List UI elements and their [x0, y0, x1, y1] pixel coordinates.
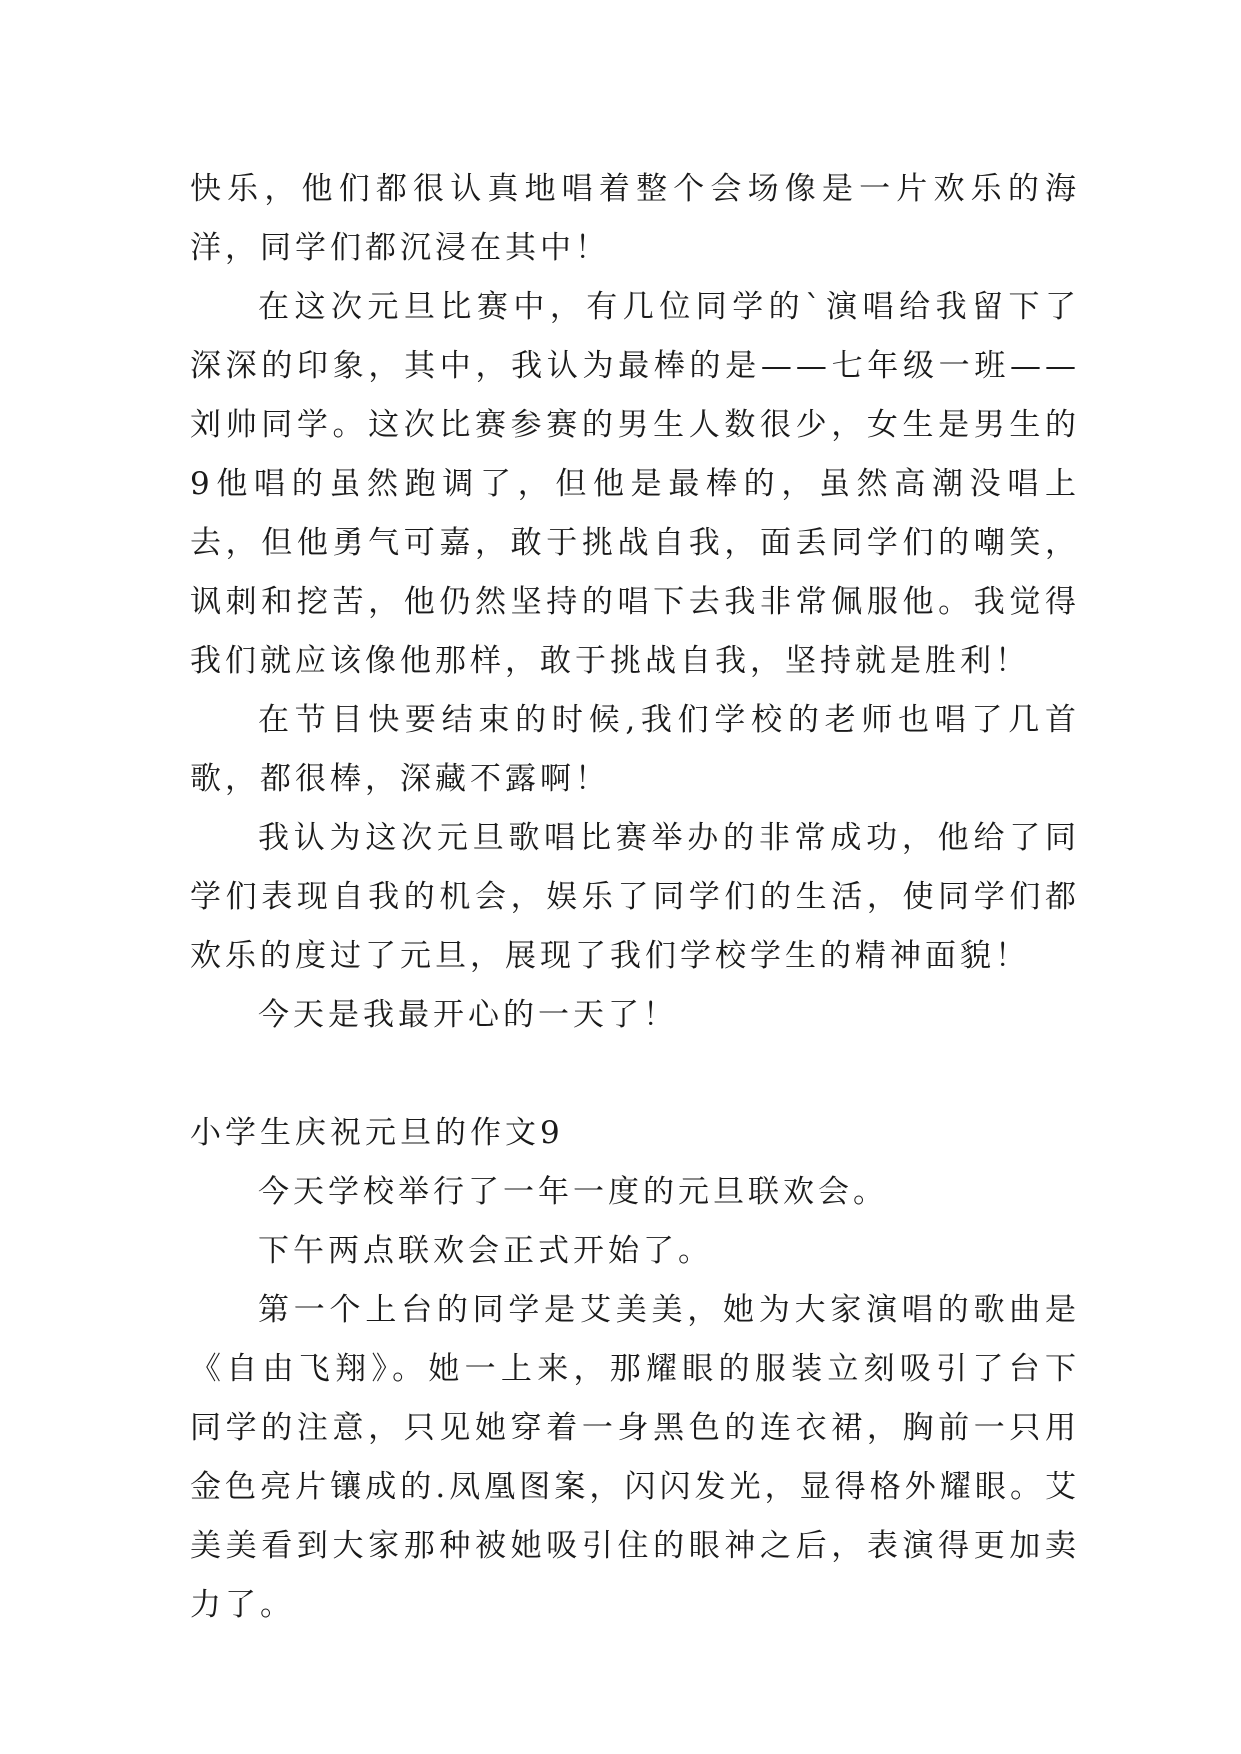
paragraph: 今天学校举行了一年一度的元旦联欢会。 [258, 1174, 888, 1210]
paragraph: 在节目快要结束的时候,我们学校的老师也唱了几首歌，都很棒，深藏不露啊！ [190, 702, 1080, 797]
paragraph: 在这次元旦比赛中，有几位同学的`演唱给我留下了深深的印象，其中，我认为最棒的是——七年级一班——刘帅同学。这次比赛参赛的男生人数很少，女生是男生的9他唱的虽然跑调了，但他是最棒的，虽然高潮没唱上去，但他勇气可嘉，敢于挑战自我，面丢同学们的嘲笑，讽刺和挖苦，他仍然坚持的唱下去我非常佩服他。我觉得我们就应该像他那样，敢于挑战自我，坚持就是胜利！ [190, 289, 1080, 679]
document-body [190, 160, 1080, 1635]
paragraph: 我认为这次元旦歌唱比赛举办的非常成功，他给了同学们表现自我的机会，娱乐了同学们的生活，使同学们都欢乐的度过了元旦，展现了我们学校学生的精神面貌！ [190, 820, 1080, 974]
paragraph: 今天是我最开心的一天了！ [258, 997, 678, 1033]
paragraph-continuation: 快乐，他们都很认真地唱着整个会场像是一片欢乐的海洋，同学们都沉浸在其中！ [190, 171, 1080, 266]
paragraph: 第一个上台的同学是艾美美，她为大家演唱的歌曲是《自由飞翔》。她一上来，那耀眼的服装立刻吸引了台下同学的注意，只见她穿着一身黑色的连衣裙，胸前一只用金色亮片镶成的.凤凰图案，闪闪发光，显得格外耀眼。艾美美看到大家那种被她吸引住的眼神之后，表演得更加卖力了。 [190, 1292, 1080, 1623]
section-title: 小学生庆祝元旦的作文9 [190, 1115, 564, 1151]
paragraph: 下午两点联欢会正式开始了。 [258, 1233, 713, 1269]
